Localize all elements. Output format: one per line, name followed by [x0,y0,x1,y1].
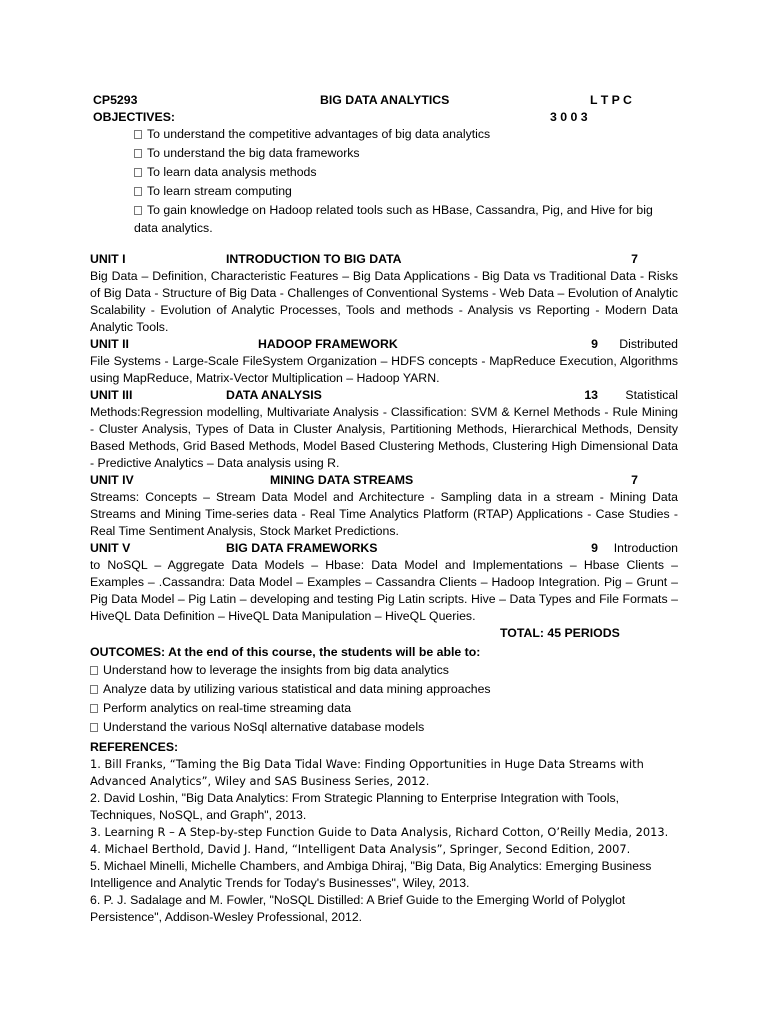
list-item: Understand the various NoSql alternative database models [90,718,678,737]
objectives-label: OBJECTIVES: [93,110,175,124]
ltpc-label: L T P C [590,93,632,107]
reference-item: 5. Michael Minelli, Michelle Chambers, and Ambiga Dhiraj, "Big Data, Big Analytics: Emerging Business Intelligence and Analytic Trends for Today's Businesses", Wiley, 2013. [90,859,652,890]
unit-lead-word: Statistical [625,388,678,402]
course-code: CP5293 [93,93,138,107]
unit-label: UNIT V [90,541,131,555]
list-item: Perform analytics on real-time streaming data [90,699,678,718]
bullet-box-icon [90,685,98,694]
unit-4-body: Streams: Concepts – Stream Data Model and Architecture - Sampling data in a stream - Mining Data Streams and Mining Time-series data - Real Time Analytics Platform (RTAP) Applications - Case Studies - Real Time Sentiment Analysis, Stock Market Predictions. [90,490,678,538]
course-title: BIG DATA ANALYTICS [320,93,450,107]
list-item: To gain knowledge on Hadoop related tools such as HBase, Cassandra, Pig, and Hive for big data analytics. [134,203,653,235]
list-item: Understand how to leverage the insights from big data analytics [90,661,678,680]
bullet-box-icon [134,149,142,158]
list-item: To learn stream computing [90,183,678,201]
outcomes-title: OUTCOMES: At the end of this course, the students will be able to: [90,645,481,659]
reference-item: 4. Michael Berthold, David J. Hand, “Intelligent Data Analysis”, Springer, Second Edition, 2007. [90,842,631,856]
unit-3-header [90,387,678,404]
unit-title: HADOOP FRAMEWORK [258,337,398,351]
unit-2-header [90,336,678,353]
reference-item: 3. Learning R – A Step-by-step Function Guide to Data Analysis, Richard Cotton, O’Reilly Media, 2013. [90,825,669,839]
unit-title: BIG DATA FRAMEWORKS [226,541,378,555]
unit-hours: 7 [631,473,638,487]
references-title: REFERENCES: [90,740,179,754]
unit-lead-word: Distributed [619,337,678,351]
ltpc-values: 3 0 0 3 [550,110,588,124]
unit-4-header [90,472,678,489]
references-list [90,756,678,926]
unit-1-header [90,251,678,268]
total-row [90,625,678,642]
unit-1-body: Big Data – Definition, Characteristic Features – Big Data Applications - Big Data vs Traditional Data - Risks of Big Data - Structure of Big Data - Challenges of Conventional Systems - Web Data – Evolution of Analytic Scalability - Evolution of Analytic Processes, Tools and methods - Analysis vs Reporting - Modern Data Analytic Tools. [90,269,678,334]
bullet-box-icon [90,666,98,675]
bullet-box-icon [90,723,98,732]
objectives-list [90,126,678,201]
unit-5-header [90,540,678,557]
unit-2-body: File Systems - Large-Scale FileSystem Organization – HDFS concepts - MapReduce Execution, Algorithms using MapReduce, Matrix-Vector Multiplication – Hadoop YARN. [90,354,678,385]
unit-label: UNIT I [90,252,126,266]
unit-lead-word: Introduction [613,541,678,555]
unit-5-body: to NoSQL – Aggregate Data Models – Hbase: Data Model and Implementations – Hbase Clients – Examples – .Cassandra: Data Model – Examples – Cassandra Clients – Hadoop Integration. Pig – Grunt – Pig Data Model – Pig Latin – developing and testing Pig Latin scripts. Hive – Data Types and File Formats – HiveQL Data Definition – HiveQL Data Manipulation – HiveQL Queries. [90,558,678,623]
reference-item: 1. Bill Franks, “Taming the Big Data Tidal Wave: Finding Opportunities in Huge Data Streams with Advanced Analytics”, Wiley and SAS Business Series, 2012. [90,757,644,788]
course-header-row [90,92,678,109]
outcomes-list [90,661,678,737]
bullet-box-icon [134,187,142,196]
total-periods: TOTAL: 45 PERIODS [500,626,620,640]
list-item: Analyze data by utilizing various statistical and data mining approaches [90,680,678,699]
unit-title: DATA ANALYSIS [226,388,322,402]
bullet-box-icon [134,168,142,177]
unit-label: UNIT II [90,337,129,351]
unit-hours: 13 [584,388,598,402]
reference-item: 2. David Loshin, "Big Data Analytics: From Strategic Planning to Enterprise Integration with Tools, Techniques, NoSQL, and Graph", 2013. [90,791,620,822]
unit-label: UNIT III [90,388,133,402]
list-item: To learn data analysis methods [90,164,678,182]
bullet-box-icon [90,704,98,713]
syllabus-page [90,92,678,926]
list-item: To understand the competitive advantages of big data analytics [90,126,678,144]
unit-3-body: Methods:Regression modelling, Multivariate Analysis - Classification: SVM & Kernel Methods - Rule Mining - Cluster Analysis, Types of Data in Cluster Analysis, Partitioning Methods, Hierarchical Methods, Density Based Methods, Grid Based Methods, Model Based Clustering Methods, Clustering High Dimensional Data - Predictive Analytics – Data analysis using R. [90,405,678,470]
unit-hours: 9 [591,337,598,351]
unit-title: INTRODUCTION TO BIG DATA [226,252,402,266]
list-item: To understand the big data frameworks [90,145,678,163]
unit-title: MINING DATA STREAMS [270,473,414,487]
unit-hours: 7 [631,252,638,266]
bullet-box-icon [134,206,142,215]
objectives-header-row [90,109,678,126]
unit-hours: 9 [591,541,598,555]
reference-item: 6. P. J. Sadalage and M. Fowler, "NoSQL Distilled: A Brief Guide to the Emerging World of Polyglot Persistence", Addison-Wesley Professional, 2012. [90,893,626,924]
bullet-box-icon [134,130,142,139]
unit-label: UNIT IV [90,473,134,487]
